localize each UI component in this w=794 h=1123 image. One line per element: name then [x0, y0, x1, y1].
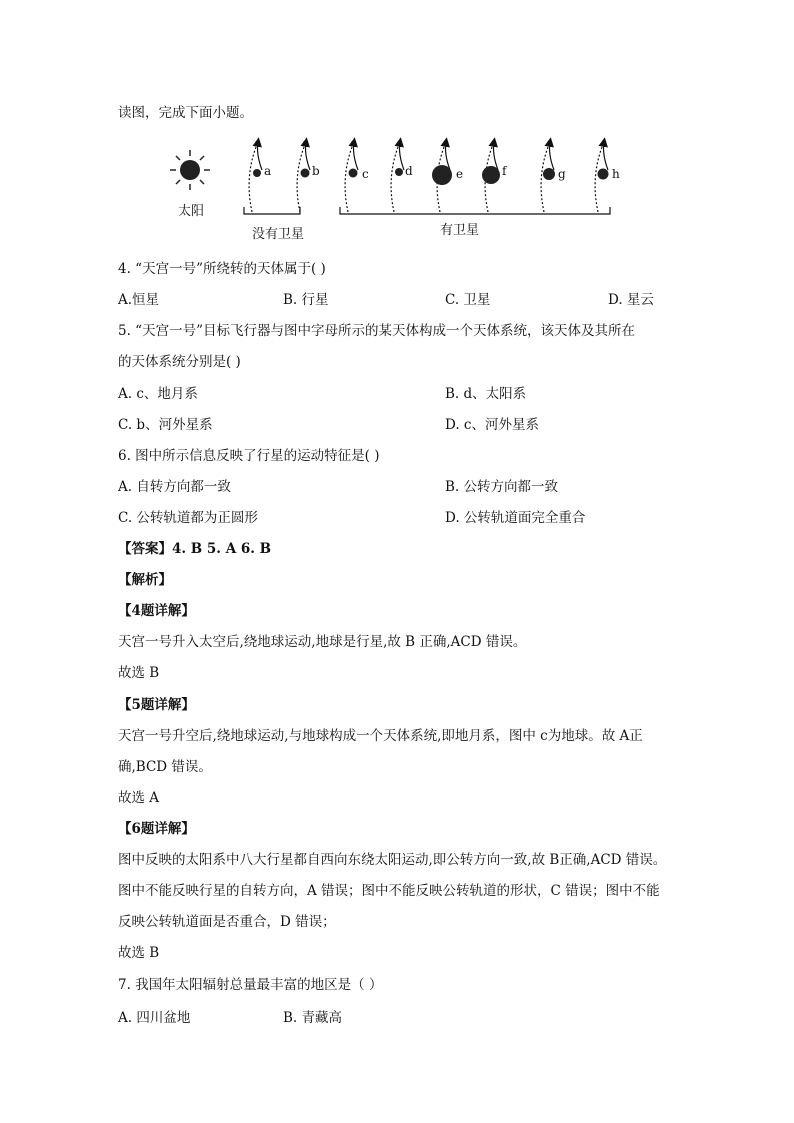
d6-line1: 图中反映的太阳系中八大行星都自西向东绕太阳运动,即公转方向一致,故 B正确,ACD 错误。 [118, 852, 667, 868]
planet-b [301, 169, 310, 178]
planet-label-f: f [502, 164, 507, 178]
q7-option-b: B. 青藏高 [283, 1010, 343, 1026]
planet-label-c: c [362, 167, 369, 181]
q5-option-a: A. c、地月系 [118, 386, 198, 402]
planet-e [432, 165, 452, 185]
d5-line1: 天宫一号升空后,绕地球运动,与地球构成一个天体系统,即地月系，图中 c为地球。故 A正 [118, 728, 643, 744]
q6-option-b: B. 公转方向都一致 [445, 479, 559, 495]
q6-option-a: A. 自转方向都一致 [118, 479, 231, 495]
planet-c [349, 169, 358, 178]
q5-option-c: C. b、河外星系 [118, 417, 213, 433]
q4-stem: 4. “天宫一号”所绕转的天体属于( ) [118, 261, 326, 277]
sun-icon [170, 150, 210, 190]
d4-title: 【4题详解】 [118, 603, 195, 619]
d5-line2: 确,BCD 错误。 [118, 759, 212, 775]
planet-label-a: a [264, 164, 272, 178]
analysis-title: 【解析】 [118, 572, 172, 588]
q7-stem: 7. 我国年太阳辐射总量最丰富的地区是（ ） [118, 977, 383, 993]
planet-g [543, 168, 555, 180]
q4-option-a: A.恒星 [118, 292, 160, 308]
planet-a [253, 169, 261, 177]
d4-text: 天宫一号升入太空后,绕地球运动,地球是行星,故 B 正确,ACD 错误。 [118, 634, 527, 650]
q6-stem: 6. 图中所示信息反映了行星的运动特征是( ) [118, 448, 380, 464]
intro-text: 读图，完成下面小题。 [118, 105, 253, 121]
q5-stem-line1: 5. “天宫一号”目标飞行器与图中字母所示的某天体构成一个天体系统，该天体及其所在 [118, 323, 635, 339]
q5-option-b: B. d、太阳系 [445, 386, 527, 402]
group-label-with-satellite: 有卫星 [440, 223, 480, 238]
bracket-no-satellite [244, 207, 300, 214]
group-label-no-satellite: 没有卫星 [252, 227, 305, 242]
planet-d [395, 168, 403, 176]
planet-label-d: d [405, 164, 413, 178]
d6-choice: 故选 B [118, 945, 160, 961]
d4-choice: 故选 B [118, 665, 160, 681]
bracket-with-satellite [340, 207, 610, 214]
q4-option-b: B. 行星 [283, 292, 329, 308]
planet-label-h: h [612, 167, 620, 181]
q6-option-c: C. 公转轨道都为正圆形 [118, 510, 258, 526]
planet-label-g: g [558, 167, 566, 181]
d6-title: 【6题详解】 [118, 821, 195, 837]
q4-option-c: C. 卫星 [445, 292, 491, 308]
planet-h [598, 169, 609, 180]
orbit-d [391, 142, 404, 212]
q7-option-a: A. 四川盆地 [118, 1010, 191, 1026]
q4-option-d: D. 星云 [608, 292, 654, 308]
orbit-a [249, 142, 262, 212]
d6-line2: 图中不能反映行星的自转方向，A 错误；图中不能反映公转轨道的形状，C 错误；图中不能 [118, 883, 660, 899]
planet-f [482, 166, 500, 184]
q5-stem-line2: 的天体系统分别是( ) [118, 354, 241, 370]
d6-line3: 反映公转轨道面是否重合，D 错误； [118, 914, 336, 930]
planet-label-e: e [456, 167, 464, 181]
sun-label: 太阳 [178, 204, 205, 219]
d5-choice: 故选 A [118, 790, 160, 806]
planet-label-b: b [312, 164, 320, 178]
q5-option-d: D. c、河外星系 [445, 417, 539, 433]
answer-line: 【答案】4. B 5. A 6. B [118, 541, 272, 557]
solar-system-diagram [160, 130, 640, 250]
q6-option-d: D. 公转轨道面完全重合 [445, 510, 586, 526]
d5-title: 【5题详解】 [118, 697, 195, 713]
